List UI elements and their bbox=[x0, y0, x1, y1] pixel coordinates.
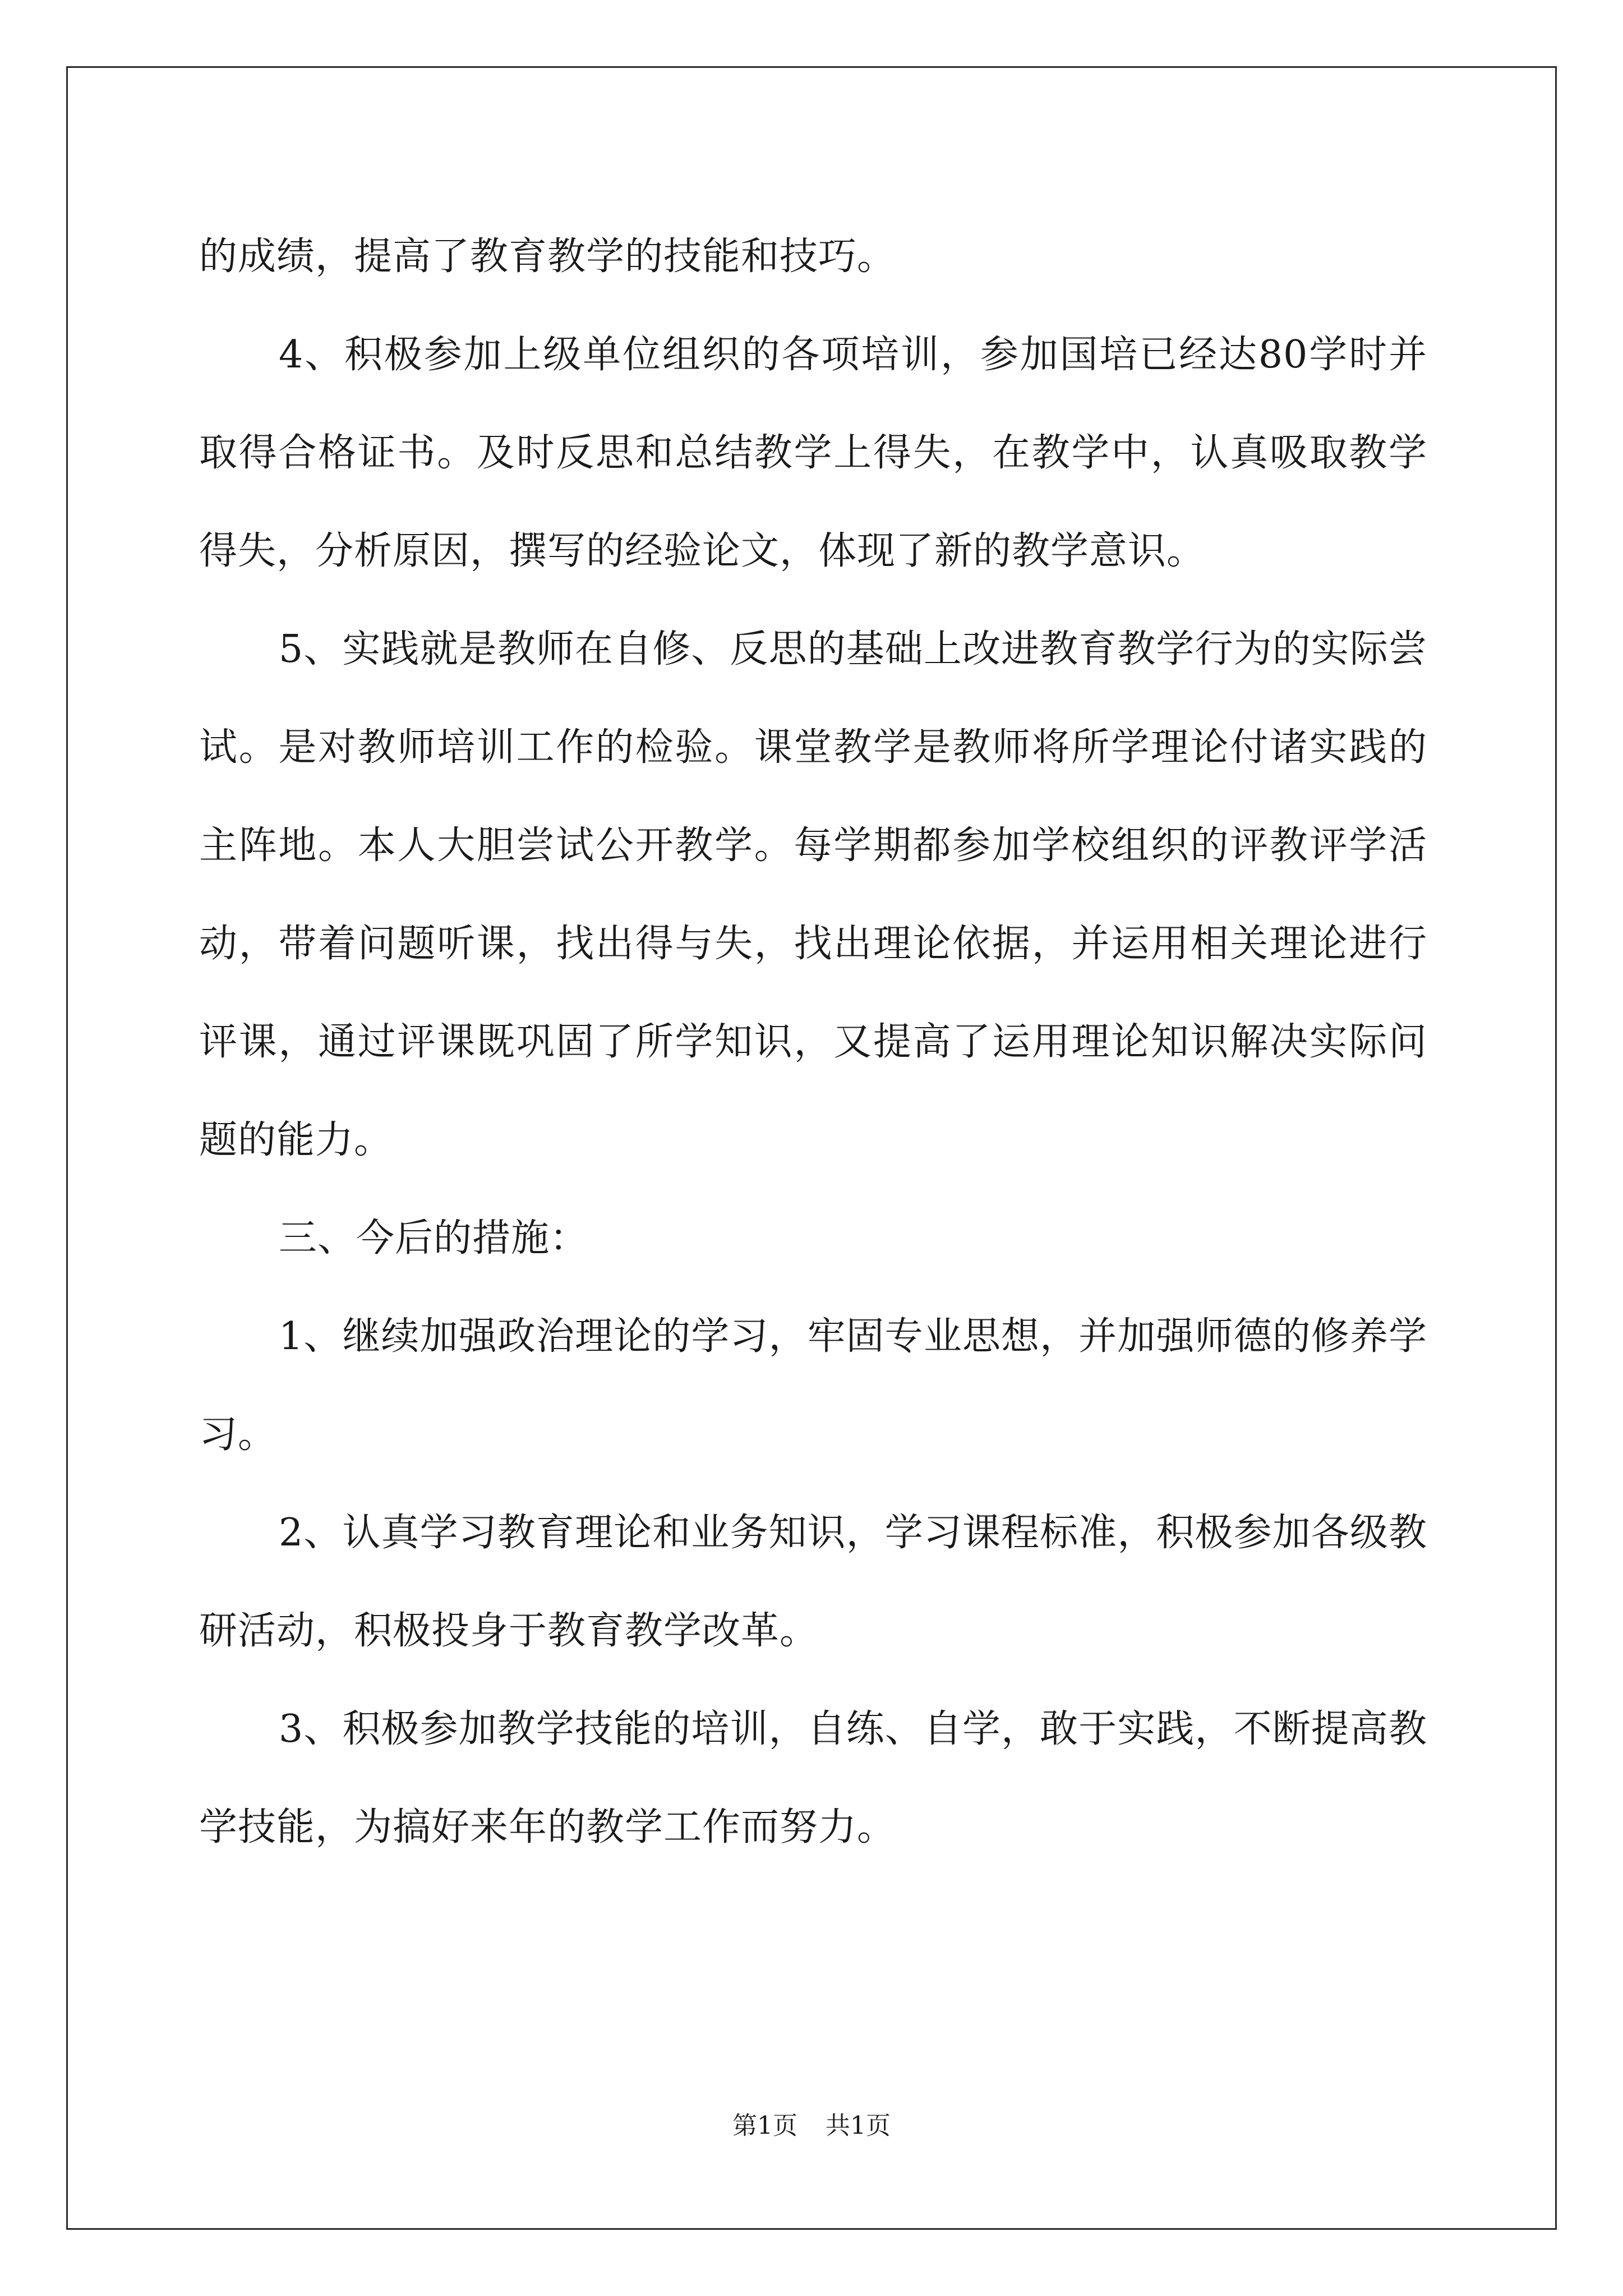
paragraph-continuation: 的成绩，提高了教育教学的技能和技巧。 bbox=[199, 234, 896, 279]
page-total: 共1页 bbox=[826, 2111, 891, 2140]
paragraph-measure-1: 1、继续加强政治理论的学习，牢固专业思想，并加强师德的修养学习。 bbox=[199, 1314, 1427, 1457]
paragraph-item-5: 5、实践就是教师在自修、反思的基础上改进教育教学行为的实际尝试。是对教师培训工作的检验。课堂教学是教师将所学理论付诸实践的主阵地。本人大胆尝试公开教学。每学期都参加学校组织的评教评学活动，带着问题听课，找出得与失，找出理论依据，并运用相关理论进行评课，通过评课既巩固了所学知识，又提高了运用理论知识解决实际问题的能力。 bbox=[199, 627, 1427, 1162]
paragraph-measure-3: 3、积极参加教学技能的培训，自练、自学，敢于实践，不断提高教学技能，为搞好来年的教学工作而努力。 bbox=[199, 1707, 1427, 1849]
page-number: 第1页 bbox=[732, 2111, 797, 2140]
page-footer bbox=[0, 2109, 1623, 2143]
paragraph-measure-2: 2、认真学习教育理论和业务知识，学习课程标准，积极参加各级教研活动，积极投身于教育教学改革。 bbox=[199, 1511, 1427, 1653]
section-heading-future-measures: 三、今后的措施： bbox=[279, 1216, 589, 1260]
paragraph-item-4: 4、积极参加上级单位组织的各项培训，参加国培已经达80学时并取得合格证书。及时反思和总结教学上得失，在教学中，认真吸取教学得失，分析原因，撰写的经验论文，体现了新的教学意识。 bbox=[199, 333, 1427, 573]
document-body bbox=[199, 208, 1427, 1876]
